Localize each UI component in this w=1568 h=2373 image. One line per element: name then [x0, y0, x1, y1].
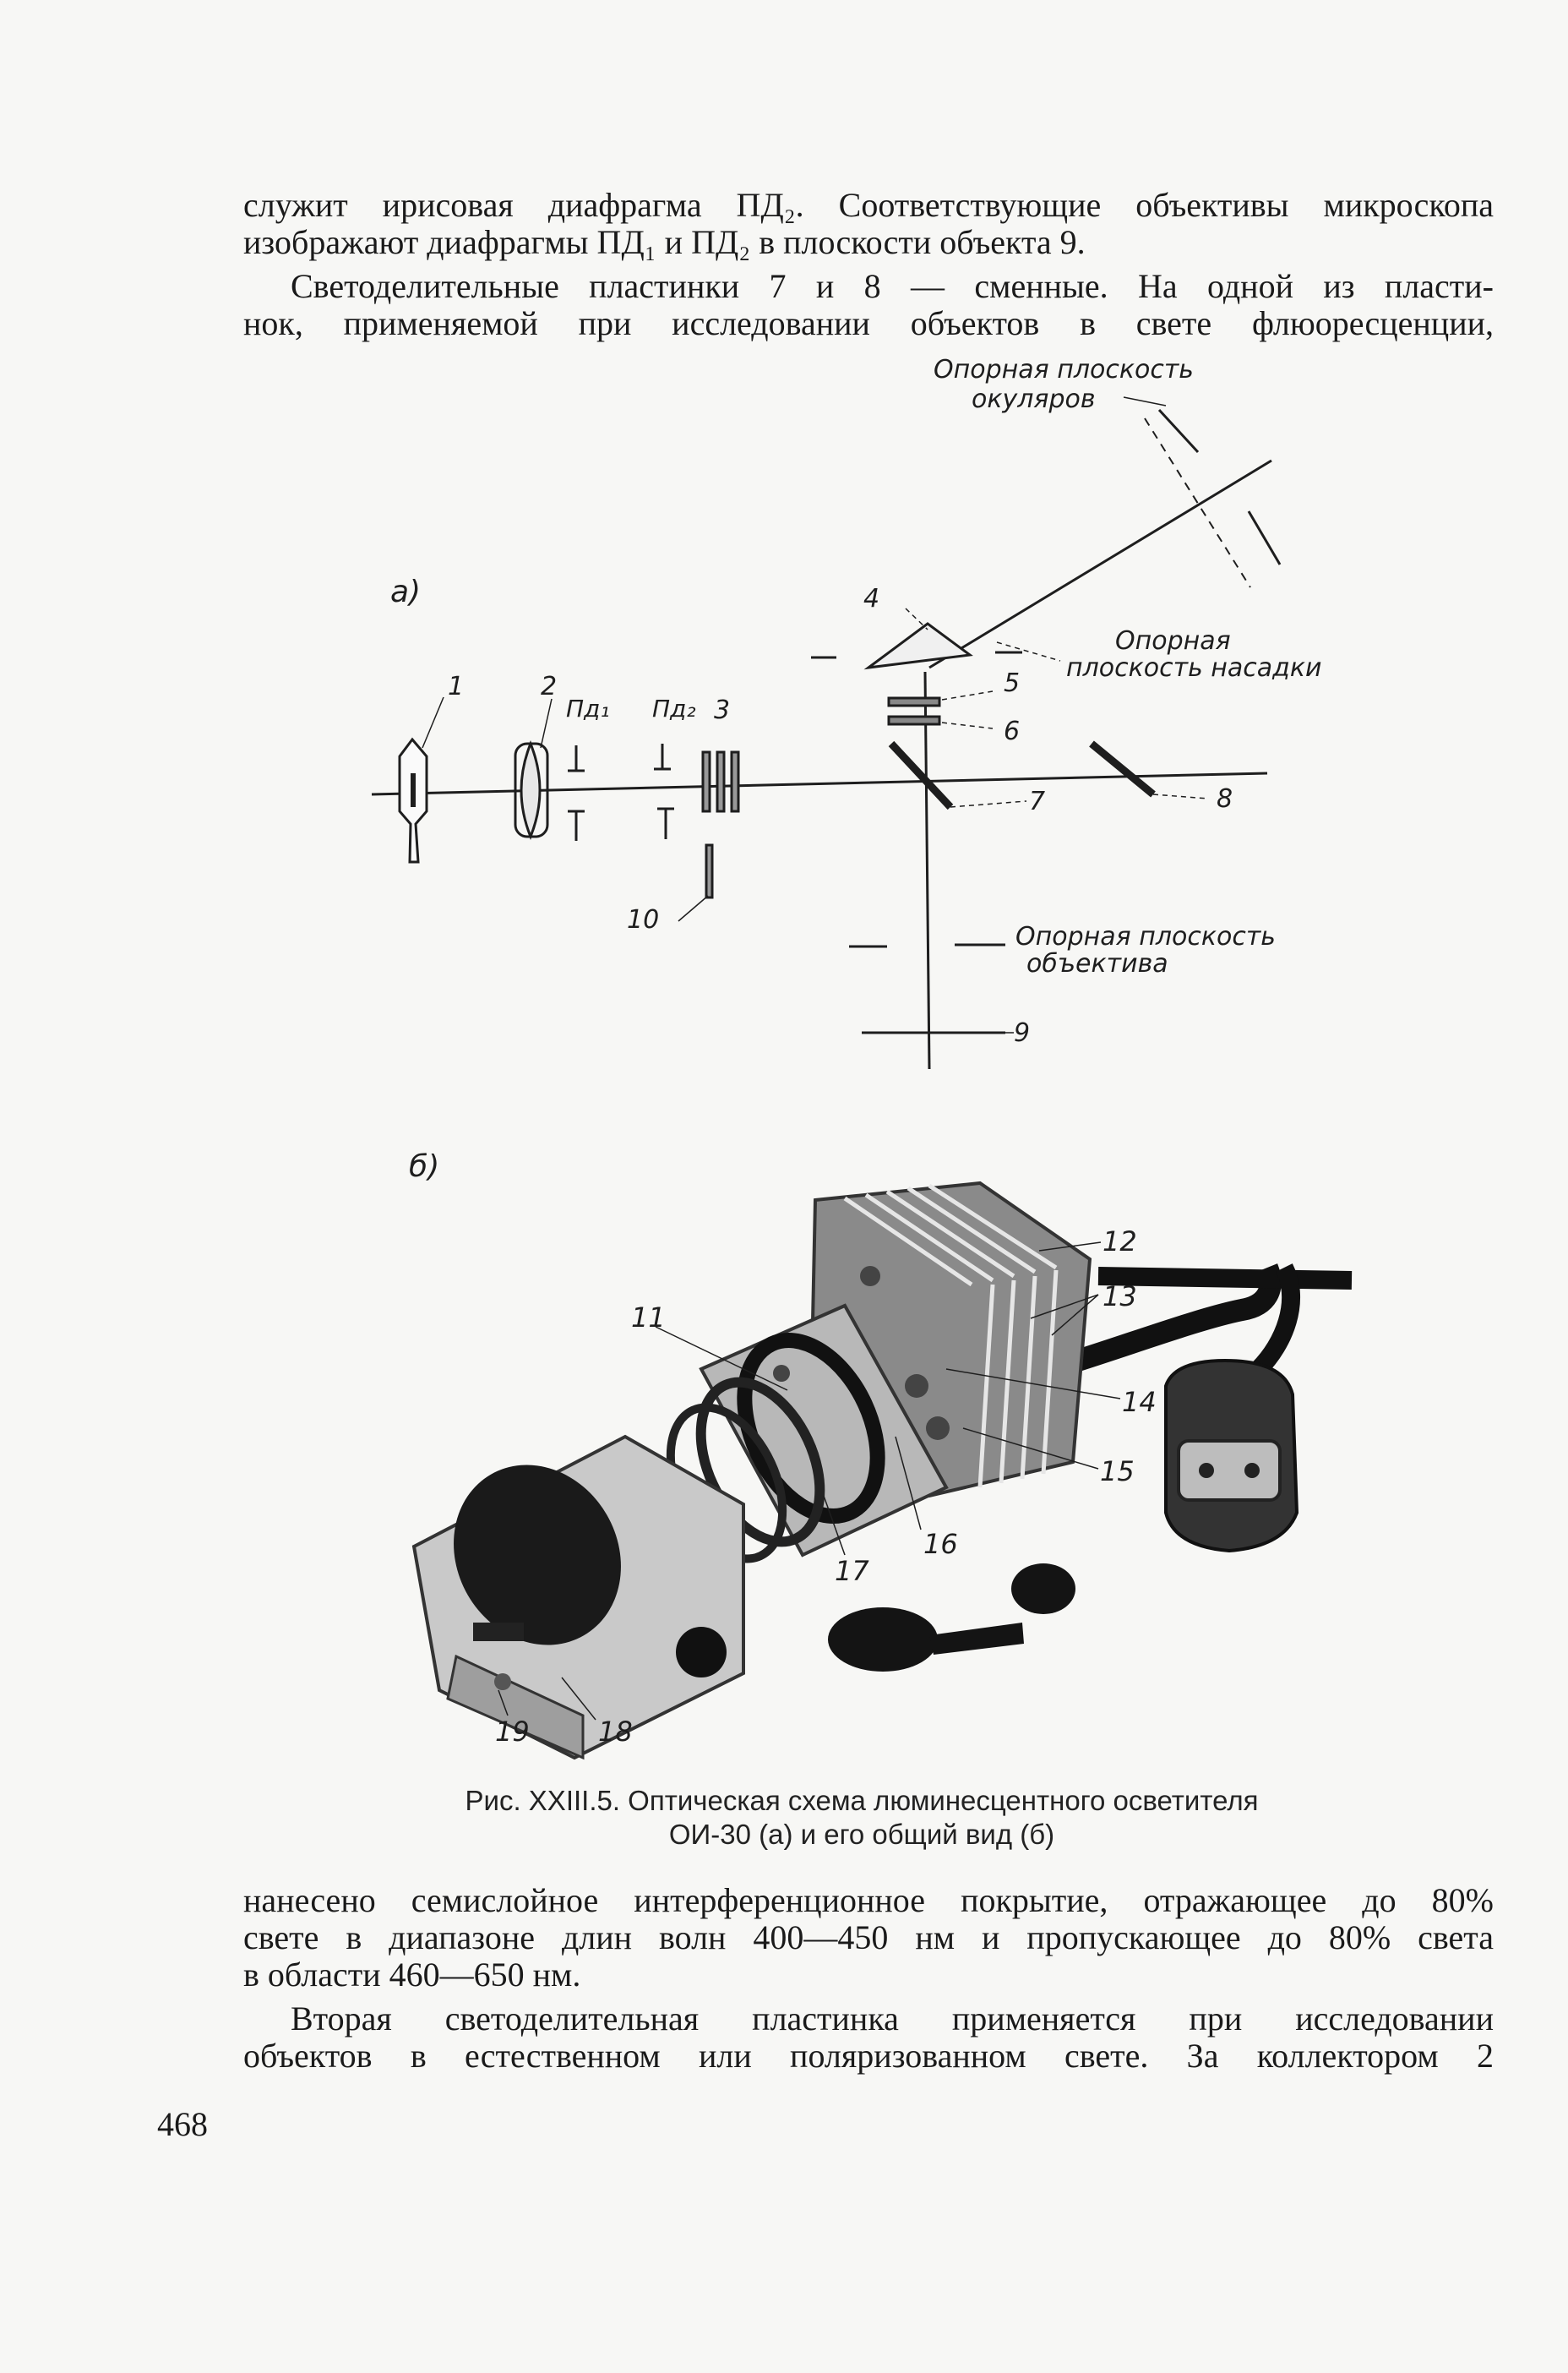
paragraph-1-line-2: изображают диафрагмы ПД₁ и ПД₂ в плоскости объекта 9.: [243, 223, 1086, 261]
paragraph-3-line-2: свете в диапазоне длин волн 400—450 нм и пропускающее до 80% света: [243, 1918, 1494, 1956]
number-9: 9: [1014, 1018, 1031, 1048]
paragraph-2-line-1: Светоделительные пластинки 7 и 8 — сменные. На одной из пласти-: [291, 267, 1494, 305]
eyepiece-plane-label-2: окуляров: [972, 385, 1096, 414]
filter-3b: [717, 752, 724, 811]
objective-plane-label-1: Опорная плоскость: [1015, 922, 1276, 952]
paragraph-4-line-2: объектов в естественном или поляризованном свете. За коллектором 2: [243, 2037, 1494, 2075]
number-16: 16: [923, 1528, 958, 1560]
paragraph-2-line-2: нок, применяемой при исследовании объектов в свете флюоресценции,: [243, 304, 1494, 342]
objective-plane-label-2: объектива: [1026, 949, 1168, 979]
number-14: 14: [1122, 1386, 1157, 1418]
figure-caption-line-2: ОИ-30 (а) и его общий вид (б): [668, 1819, 1055, 1850]
prism-4: [868, 624, 970, 668]
figure-caption-line-1: Рис. XXIII.5. Оптическая схема люминесцентного осветителя: [465, 1785, 1259, 1816]
attachment-plane-label-2: плоскость насадки: [1066, 653, 1322, 683]
number-1: 1: [448, 672, 465, 701]
beam-splitter-8: [1092, 744, 1153, 794]
filter-6: [889, 717, 939, 724]
number-6: 6: [1004, 717, 1021, 746]
number-4: 4: [863, 584, 880, 614]
number-13: 13: [1102, 1280, 1137, 1312]
beam-splitter-7: [891, 744, 950, 807]
panel-b-label: б): [409, 1149, 440, 1184]
pd2-label: Пд₂: [652, 695, 696, 723]
number-7: 7: [1029, 787, 1046, 816]
pd1-label: Пд₁: [566, 695, 610, 723]
number-11: 11: [631, 1301, 666, 1334]
paragraph-3-line-1: нанесено семислойное интерференционное покрытие, отражающее до 80%: [243, 1881, 1494, 1919]
eyepiece-plane-label-1: Опорная плоскость: [934, 355, 1194, 385]
paragraph-4-line-1: Вторая светоделительная пластинка применяется при исследовании: [291, 1999, 1494, 2038]
number-19: 19: [495, 1716, 530, 1748]
filter-3a: [703, 752, 710, 811]
number-10: 10: [627, 905, 660, 935]
number-5: 5: [1004, 668, 1021, 698]
number-8: 8: [1217, 784, 1233, 814]
number-18: 18: [598, 1716, 633, 1748]
filter-3c: [732, 752, 738, 811]
number-3: 3: [714, 696, 731, 725]
filter-5: [889, 698, 939, 706]
number-2: 2: [541, 672, 558, 701]
illuminator-photo: [414, 1183, 1352, 1758]
collector-lens-2: [521, 744, 540, 837]
number-15: 15: [1100, 1455, 1135, 1487]
filter-10: [706, 845, 712, 897]
lamp-1: [400, 739, 427, 862]
attachment-plane-label-1: Опорная: [1115, 626, 1231, 656]
panel-a-label: а): [390, 575, 422, 609]
paragraph-3-line-3: в области 460—650 нм.: [243, 1956, 581, 1994]
paragraph-1-line-1: служит ирисовая диафрагма ПД₂. Соответствующие объективы микроскопа: [243, 186, 1494, 224]
number-17: 17: [835, 1555, 869, 1587]
number-12: 12: [1102, 1225, 1137, 1257]
page-number: 468: [157, 2105, 208, 2143]
optical-axis-vertical: [925, 672, 929, 1069]
